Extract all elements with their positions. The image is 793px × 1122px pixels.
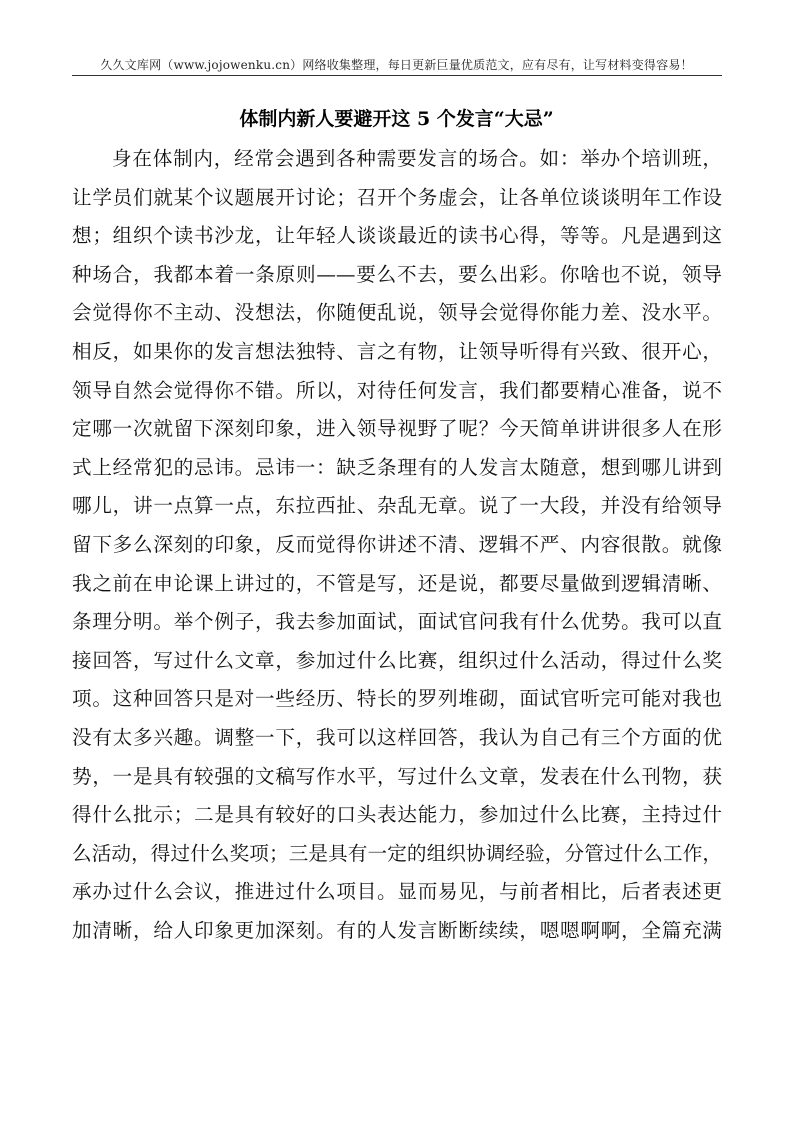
text-line: 相反，如果你的发言想法独特、言之有物，让领导听得有兴致、很开心， <box>72 339 722 363</box>
text-line: 项。这种回答只是对一些经历、特长的罗列堆砌，面试官听完可能对我也 <box>72 687 722 711</box>
header-divider <box>72 75 722 76</box>
text-line: 领导自然会觉得你不错。所以，对待任何发言，我们都要精心准备，说不 <box>72 378 722 402</box>
text-line: 想；组织个读书沙龙，让年轻人谈谈最近的读书心得，等等。凡是遇到这 <box>72 224 722 248</box>
text-line: 哪儿，讲一点算一点，东拉西扯、杂乱无章。说了一大段，并没有给领导 <box>72 494 722 518</box>
text-line: 势，一是具有较强的文稿写作水平，写过什么文章，发表在什么刊物，获 <box>72 764 722 788</box>
text-line: 身在体制内，经常会遇到各种需要发言的场合。如：举办个培训班， <box>112 147 722 170</box>
text-line: 式上经常犯的忌讳。忌讳一：缺乏条理有的人发言太随意，想到哪儿讲到 <box>72 455 722 479</box>
text-line: 定哪一次就留下深刻印象，进入领导视野了呢？今天简单讲讲很多人在形 <box>72 417 722 441</box>
text-line: 加清晰，给人印象更加深刻。有的人发言断断续续，嗯嗯啊啊，全篇充满 <box>72 918 722 942</box>
text-line: 接回答，写过什么文章，参加过什么比赛，组织过什么活动，得过什么奖 <box>72 648 722 672</box>
text-line: 留下多么深刻的印象，反而觉得你讲述不清、逻辑不严、内容很散。就像 <box>72 532 722 556</box>
text-line: 没有太多兴趣。调整一下，我可以这样回答，我认为自己有三个方面的优 <box>72 725 722 749</box>
text-line: 承办过什么会议，推进过什么项目。显而易见，与前者相比，后者表述更 <box>72 880 722 904</box>
text-line: 种场合，我都本着一条原则——要么不去，要么出彩。你啥也不说，领导 <box>72 262 722 286</box>
text-line: 条理分明。举个例子，我去参加面试，面试官问我有什么优势。我可以直 <box>72 610 722 634</box>
text-line: 我之前在申论课上讲过的，不管是写，还是说，都要尽量做到逻辑清晰、 <box>72 571 722 595</box>
document-title: 体制内新人要避开这 5 个发言“大忌” <box>239 108 554 130</box>
text-line: 让学员们就某个议题展开讨论；召开个务虚会，让各单位谈谈明年工作设 <box>72 185 722 209</box>
text-line: 得什么批示；二是具有较好的口头表达能力，参加过什么比赛，主持过什 <box>72 803 722 827</box>
text-line: 么活动，得过什么奖项；三是具有一定的组织协调经验，分管过什么工作， <box>72 841 722 865</box>
page-header: 久久文库网（www.jojowenku.cn）网络收集整理，每日更新巨量优质范文，应有尽有，让写材料变得容易！ <box>100 58 693 72</box>
body-paragraph <box>72 140 722 950</box>
text-line: 会觉得你不主动、没想法，你随便乱说，领导会觉得你能力差、没水平。 <box>72 301 722 325</box>
